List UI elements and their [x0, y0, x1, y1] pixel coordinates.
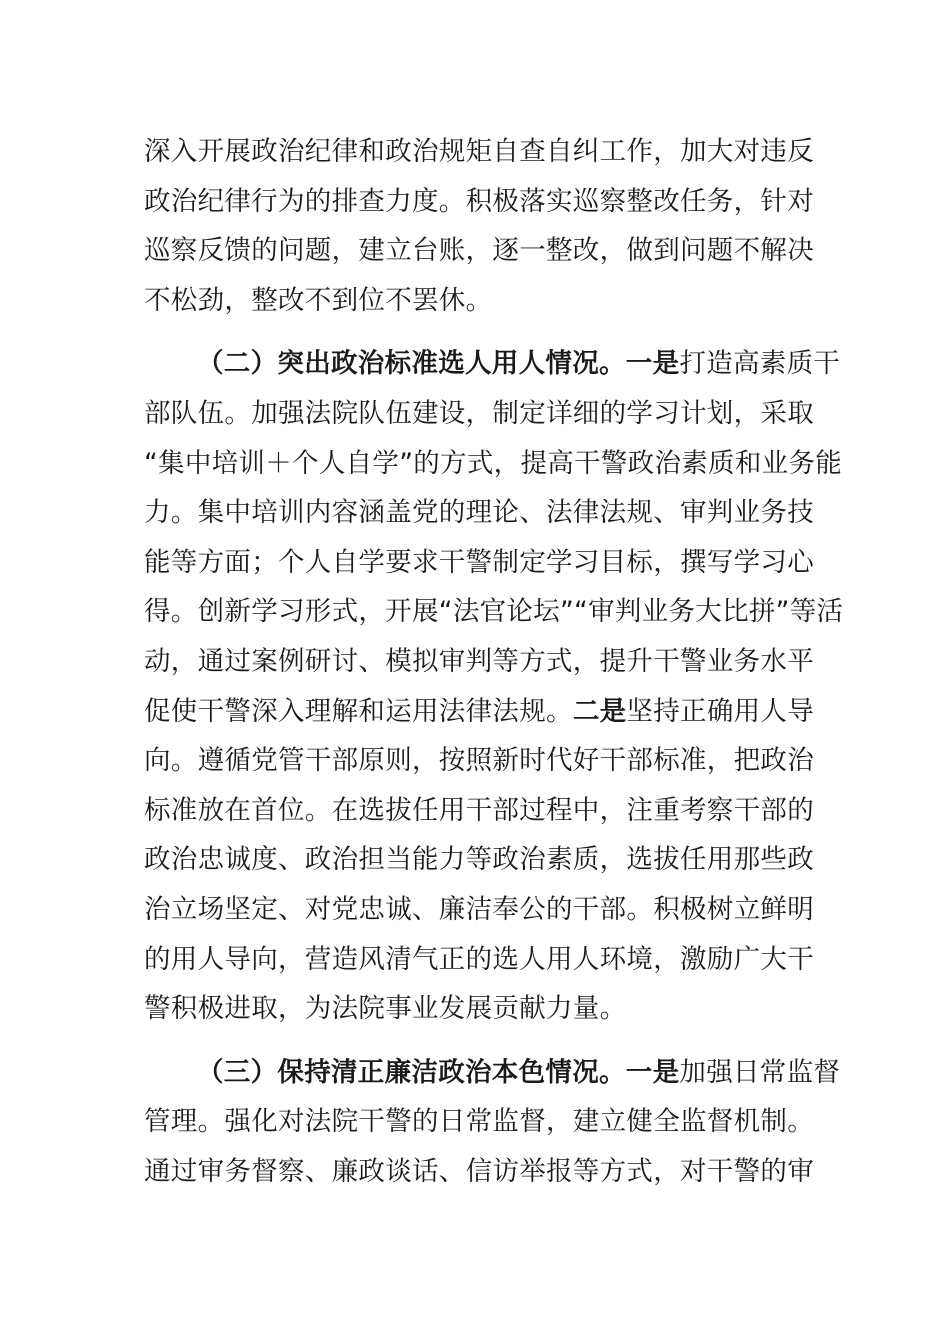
text-run: 的用人导向，营造风清气正的选人用人环境，激励广大干: [144, 943, 814, 975]
text-run: 打造高素质干: [679, 348, 841, 380]
text-line: [144, 226, 814, 276]
paragraph-2: [144, 339, 844, 1033]
text-run: 警积极进取，为法院事业发展贡献力量。: [144, 993, 627, 1025]
text-run: 动，通过案例研讨、模拟审判等方式，提升干警业务水平: [144, 645, 814, 677]
text-line: [144, 835, 814, 885]
text-line: [144, 276, 808, 326]
text-run: 不松劲，整改不到位不罢休。: [144, 284, 493, 316]
text-line: [144, 885, 814, 935]
text-line: [144, 488, 814, 538]
text-line: [144, 439, 843, 489]
text-run: 向。遵循党管干部原则，按照新时代好干部标准，把政治: [144, 745, 814, 777]
text-run: 标准放在首位。在选拔任用干部过程中，注重考察干部的: [144, 794, 814, 826]
text-line: [144, 587, 844, 637]
text-run: 促使干警深入理解和运用法律法规。: [144, 695, 573, 727]
text-line: [144, 127, 814, 177]
text-run: 加强日常监督: [679, 1056, 841, 1088]
text-run: 坚持正确用人导: [626, 695, 815, 727]
paragraph-spacing: [144, 325, 808, 339]
text-run: 能等方面；个人自学要求干警制定学习目标，撰写学习心: [144, 546, 814, 578]
paragraph-1: [144, 127, 814, 325]
text-line: [144, 177, 814, 227]
bold-run: 二是: [572, 695, 627, 727]
text-line: [144, 786, 814, 836]
text-line: [144, 1048, 841, 1098]
bold-run: （二）突出政治标准选人用人情况。一是: [197, 348, 680, 380]
text-line: [144, 538, 814, 588]
text-line: [144, 935, 814, 985]
text-run: 力。集中培训内容涵盖党的理论、法律法规、审判业务技: [144, 497, 814, 529]
text-line: [144, 637, 814, 687]
text-line: [144, 339, 841, 389]
text-run: “集中培训＋个人自学”的方式，提高干警政治素质和业务能: [144, 447, 843, 479]
text-run: 深入开展政治纪律和政治规矩自查自纠工作，加大对违反: [144, 136, 814, 167]
bold-run: （三）保持清正廉洁政治本色情况。一是: [197, 1056, 680, 1088]
text-line: [144, 984, 808, 1034]
text-run: 政治忠诚度、政治担当能力等政治素质，选拔任用那些政: [144, 844, 814, 876]
document-body: [144, 127, 844, 1196]
text-run: 巡察反馈的问题，建立台账，逐一整改，做到问题不解决: [144, 235, 814, 267]
text-run: 得。创新学习形式，开展“法官论坛”“审判业务大比拼”等活: [144, 596, 844, 628]
text-line: [144, 736, 814, 786]
text-run: 通过审务督察、廉政谈话、信访举报等方式，对干警的审: [144, 1155, 814, 1187]
text-line: [144, 687, 815, 737]
paragraph-spacing: [144, 1034, 808, 1048]
text-line: [144, 389, 814, 439]
text-line: [144, 1147, 814, 1197]
paragraph-3: [144, 1048, 841, 1197]
text-line: [144, 1097, 814, 1147]
text-run: 管理。强化对法院干警的日常监督，建立健全监督机制。: [144, 1106, 814, 1138]
text-run: 政治纪律行为的排查力度。积极落实巡察整改任务，针对: [144, 185, 814, 217]
text-run: 治立场坚定、对党忠诚、廉洁奉公的干部。积极树立鲜明: [144, 893, 814, 925]
text-run: 部队伍。加强法院队伍建设，制定详细的学习计划，采取: [144, 397, 814, 429]
